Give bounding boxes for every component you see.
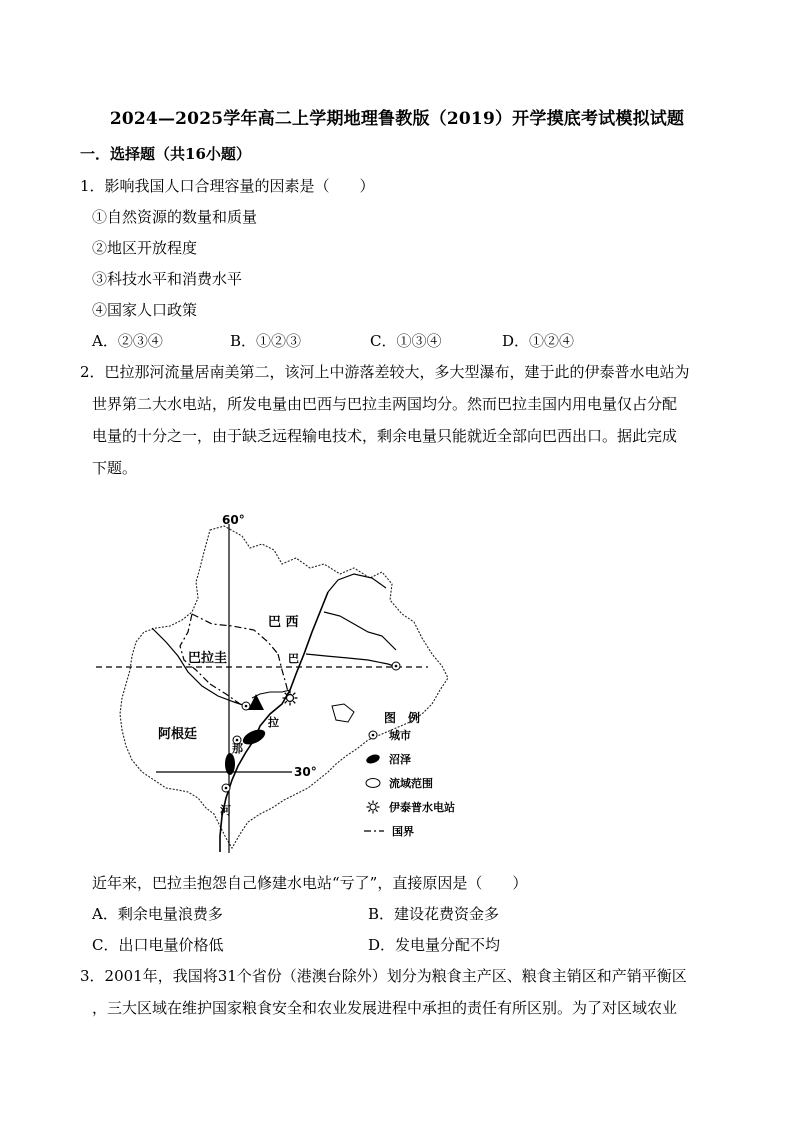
label-paraguay: 巴拉圭: [188, 651, 228, 666]
q2-line: 世界第二大水电站，所发电量由巴西与巴拉圭两国均分。然而巴拉圭国内用电量仅占分配: [92, 395, 678, 413]
river-tributary: [328, 574, 386, 592]
river-tributary: [324, 612, 396, 650]
label-argentina: 阿根廷: [158, 727, 198, 742]
river-label: 河: [220, 804, 231, 817]
mountain-icon: [248, 694, 264, 710]
q1-option-c: C．①③④: [370, 332, 442, 350]
q1-option-d: D．①②④: [502, 332, 575, 350]
legend-border: 国界: [392, 825, 414, 838]
swamp-marker: [241, 726, 268, 747]
q2-line: 电量的十分之一，由于缺乏远程输电技术，剩余电量只能就近全部向巴西出口。据此完成: [92, 427, 678, 445]
basin-boundary: [120, 526, 448, 848]
q2-option-d: D．发电量分配不均: [368, 936, 501, 954]
hydropower-station-icon: [283, 691, 298, 706]
river-tributary: [332, 704, 354, 722]
legend-title: 图 例: [384, 711, 421, 725]
q1-item: ③科技水平和消费水平: [92, 270, 243, 288]
legend-hydropower: 伊泰普水电站: [389, 801, 455, 814]
q1-option-a: A．②③④: [92, 332, 163, 350]
q1-item: ②地区开放程度: [92, 239, 198, 257]
city-marker: [242, 702, 250, 710]
river-tributary: [306, 654, 400, 668]
q1-option-b: B．①②③: [230, 332, 302, 350]
city-marker: [222, 784, 230, 792]
legend-city: 城市: [389, 729, 411, 742]
q3-line: 3．2001年，我国将31个省份（港澳台除外）划分为粮食主产区、粮食主销区和产销平衡区: [80, 967, 687, 985]
q2-option-c: C．出口电量价格低: [92, 936, 224, 954]
label-brazil: 巴 西: [268, 615, 299, 630]
border-line: [192, 614, 278, 654]
border-line: [278, 654, 288, 692]
border-line: [180, 614, 210, 684]
river-label: 巴: [288, 652, 299, 665]
swamp-marker: [225, 753, 235, 775]
q3-line: ，三大区域在维护国家粮食安全和农业发展进程中承担的责任有所区别。为了对区域农业: [92, 999, 678, 1017]
map-legend: [364, 710, 455, 838]
parallel-label: 30°: [294, 765, 317, 779]
q2-sub-stem: 近年来，巴拉圭抱怨自己修建水电站“亏了”，直接原因是（ ）: [92, 874, 528, 892]
river-label: 那: [232, 742, 243, 755]
river-tributary: [252, 690, 290, 698]
meridian-label: 60°: [222, 513, 245, 527]
legend-swamp: 沼泽: [389, 753, 411, 766]
river-label: 拉: [268, 716, 279, 729]
q1-item: ④国家人口政策: [92, 301, 198, 319]
page-title: 2024—2025学年高二上学期地理鲁教版（2019）开学摸底考试模拟试题: [109, 109, 685, 129]
q2-line: 下题。: [92, 459, 138, 477]
city-marker: [392, 662, 400, 670]
q2-option-a: A．剩余电量浪费多: [92, 905, 223, 923]
q2-option-b: B．建设花费资金多: [368, 905, 500, 923]
section-heading: 一．选择题（共16小题）: [80, 145, 251, 163]
parana-river-map: [92, 508, 492, 860]
q2-line: 2．巴拉那河流量居南美第二，该河上中游落差较大，多大型瀑布，建于此的伊泰普水电站为: [80, 363, 690, 381]
q1-item: ①自然资源的数量和质量: [92, 208, 258, 226]
legend-basin: 流域范围: [389, 777, 433, 790]
q1-stem: 1．影响我国人口合理容量的因素是（ ）: [80, 177, 375, 195]
